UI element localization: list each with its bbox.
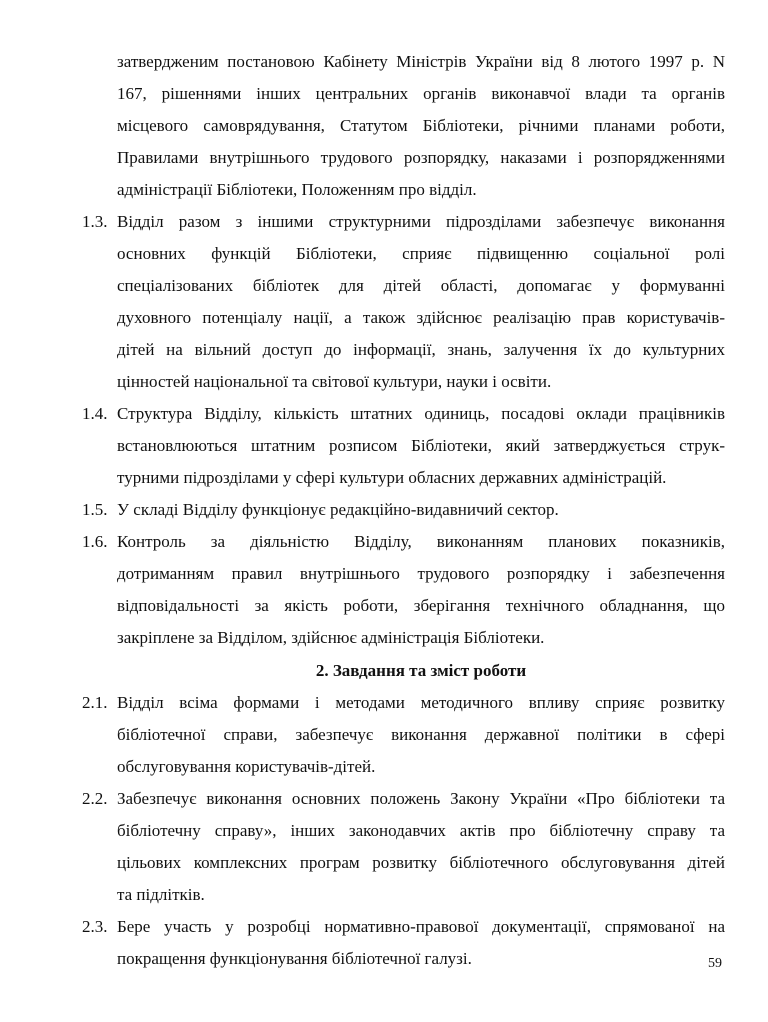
text-line: дотриманням правил внутрішнього трудового розпорядку і забезпечення <box>117 564 725 583</box>
clause-number: 2.2. <box>82 789 108 808</box>
text-line: та підлітків. <box>117 885 205 904</box>
clause-1-5 <box>82 494 725 526</box>
text-line: турними підрозділами у сфері культури обласних державних адміністрацій. <box>117 468 667 487</box>
clause-2-2 <box>82 783 725 911</box>
clause-number: 1.6. <box>82 532 108 551</box>
text-line: місцевого самоврядування, Статутом Бібліотеки, річними планами роботи, <box>117 116 725 135</box>
text-line: духовного потенціалу нації, а також здійснює реалізацію прав користувачів- <box>117 308 725 327</box>
text-line: відповідальності за якість роботи, зберігання технічного обладнання, що <box>117 596 725 615</box>
clause-2-1 <box>82 687 725 783</box>
text-line: 167, рішеннями інших центральних органів виконавчої влади та органів <box>117 84 725 103</box>
text-line: дітей на вільний доступ до інформації, знань, залучення їх до культурних <box>117 340 725 359</box>
clause-1-3 <box>82 206 725 398</box>
clause-number: 2.3. <box>82 917 108 936</box>
section-2-heading: 2. Завдання та зміст роботи <box>315 661 527 680</box>
text-line: Контроль за діяльністю Відділу, виконанням планових показників, <box>117 532 725 551</box>
text-line: цільових комплексних програм розвитку бібліотечного обслуговування дітей <box>117 853 725 872</box>
clause-1-4 <box>82 398 725 494</box>
clause-number: 1.5. <box>82 500 108 519</box>
text-line: обслуговування користувачів-дітей. <box>117 757 376 776</box>
text-line: бібліотечної справи, забезпечує виконання державної політики в сфері <box>117 725 725 744</box>
text-line: Відділ разом з іншими структурними підрозділами забезпечує виконання <box>117 212 725 231</box>
text-line: Правилами внутрішнього трудового розпорядку, наказами і розпорядженнями <box>117 148 725 167</box>
text-line: закріплене за Відділом, здійснює адміністрація Бібліотеки. <box>117 628 545 647</box>
text-line: Бере участь у розробці нормативно-правової документації, спрямованої на <box>117 917 725 936</box>
text-line: спеціалізованих бібліотек для дітей області, допомагає у формуванні <box>117 276 725 295</box>
text-line: цінностей національної та світової культури, науки і освіти. <box>117 372 552 391</box>
clause-2-3 <box>82 911 725 975</box>
text-line: встановлюються штатним розписом Бібліотеки, який затверджується струк- <box>117 436 725 455</box>
text-line: покращення функціонування бібліотечної галузі. <box>117 949 472 968</box>
text-line: У складі Відділу функціонує редакційно-видавничий сектор. <box>117 500 559 519</box>
text-line: Відділ всіма формами і методами методичного впливу сприяє розвитку <box>117 693 725 712</box>
intro-paragraph <box>82 46 725 206</box>
text-line: Забезпечує виконання основних положень Закону України «Про бібліотеки та <box>117 789 725 808</box>
document-body <box>82 46 725 975</box>
clause-1-6 <box>82 526 725 654</box>
clause-number: 1.4. <box>82 404 108 423</box>
clause-number: 2.1. <box>82 693 108 712</box>
text-line: затвердженим постановою Кабінету Міністрів України від 8 лютого 1997 р. N <box>117 52 725 71</box>
text-line: адміністрації Бібліотеки, Положенням про відділ. <box>117 180 477 199</box>
text-line: Структура Відділу, кількість штатних одиниць, посадові оклади працівників <box>117 404 725 423</box>
page-number: 59 <box>708 956 722 971</box>
clause-number: 1.3. <box>82 212 108 231</box>
text-line: бібліотечну справу», інших законодавчих актів про бібліотечну справу та <box>117 821 725 840</box>
text-line: основних функцій Бібліотеки, сприяє підвищенню соціальної ролі <box>117 244 725 263</box>
